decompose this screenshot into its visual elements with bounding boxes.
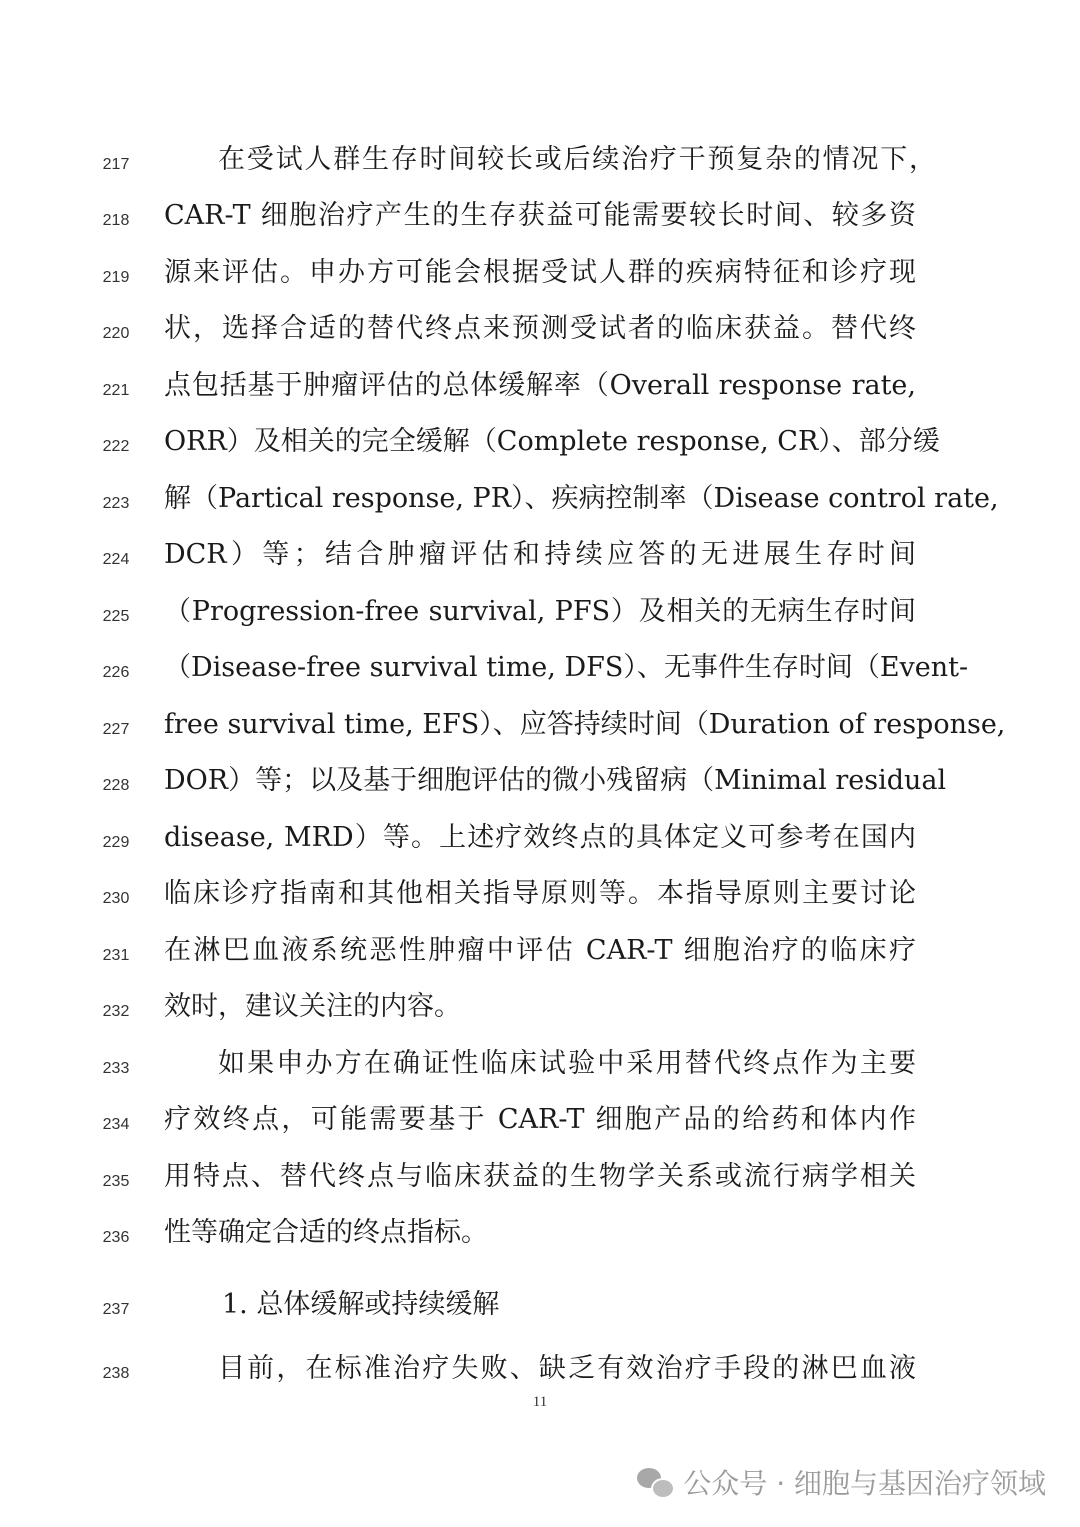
line-number: 227 — [102, 721, 130, 738]
section-heading: 1. 总体缓解或持续缓解 — [222, 1289, 500, 1320]
line-number: 231 — [102, 947, 130, 964]
line-text: 状，选择合适的替代终点来预测受试者的临床获益。替代终 — [164, 313, 916, 344]
text-line — [0, 933, 1080, 973]
line-text: 在受试人群生存时间较长或后续治疗干预复杂的情况下， — [218, 144, 936, 175]
line-number: 235 — [102, 1173, 130, 1190]
text-line — [0, 1102, 1080, 1142]
line-number: 228 — [102, 777, 130, 794]
text-line — [0, 763, 1080, 803]
line-number: 220 — [102, 325, 130, 342]
text-line — [0, 707, 1080, 747]
line-text: 效时，建议关注的内容。 — [164, 991, 461, 1022]
line-number: 226 — [102, 664, 130, 681]
text-line — [0, 142, 1080, 182]
text-line — [0, 594, 1080, 634]
text-line — [0, 650, 1080, 690]
line-number: 219 — [102, 269, 130, 286]
section-heading-line — [0, 1287, 1080, 1327]
line-text: 解（Partical response, PR）、疾病控制率（Disease control rate, — [164, 483, 999, 514]
line-text: CAR-T 细胞治疗产生的生存获益可能需要较长时间、较多资 — [164, 200, 916, 231]
line-number: 233 — [102, 1060, 130, 1077]
line-text: 在淋巴血液系统恶性肿瘤中评估 CAR-T 细胞治疗的临床疗 — [164, 935, 916, 966]
text-line — [0, 311, 1080, 351]
text-line — [0, 1046, 1080, 1086]
line-number: 218 — [102, 212, 130, 229]
line-text: 疗效终点，可能需要基于 CAR-T 细胞产品的给药和体内作 — [164, 1104, 916, 1135]
line-number: 230 — [102, 890, 130, 907]
line-number: 236 — [102, 1229, 130, 1246]
line-text: free survival time, EFS）、应答持续时间（Duration of response, — [164, 709, 1006, 740]
text-line — [0, 989, 1080, 1029]
line-text: 目前，在标准治疗失败、缺乏有效治疗手段的淋巴血液 — [218, 1353, 916, 1384]
line-text: 性等确定合适的终点指标。 — [164, 1217, 488, 1248]
line-text: 源来评估。申办方可能会根据受试人群的疾病特征和诊疗现 — [164, 257, 916, 288]
line-text: ORR）及相关的完全缓解（Complete response, CR）、部分缓 — [164, 426, 940, 457]
text-line — [0, 537, 1080, 577]
line-text: 用特点、替代终点与临床获益的生物学关系或流行病学相关 — [164, 1161, 916, 1192]
line-number: 225 — [102, 608, 130, 625]
line-number: 237 — [102, 1301, 130, 1318]
watermark-text: 公众号 · 细胞与基因治疗领域 — [683, 1467, 1046, 1500]
text-line — [0, 820, 1080, 860]
watermark — [637, 1462, 1046, 1502]
line-text: 如果申办方在确证性临床试验中采用替代终点作为主要 — [218, 1048, 916, 1079]
line-number: 232 — [102, 1003, 130, 1020]
line-number: 221 — [102, 382, 130, 399]
text-line — [0, 1351, 1080, 1391]
line-number: 223 — [102, 495, 130, 512]
line-text: 临床诊疗指南和其他相关指导原则等。本指导原则主要讨论 — [164, 878, 916, 909]
line-text: （Progression-free survival, PFS）及相关的无病生存时间 — [164, 596, 916, 627]
text-line — [0, 1215, 1080, 1255]
text-line — [0, 876, 1080, 916]
line-number: 229 — [102, 834, 130, 851]
line-number: 222 — [102, 438, 130, 455]
line-text: DCR）等；结合肿瘤评估和持续应答的无进展生存时间 — [164, 539, 916, 570]
line-text: （Disease-free survival time, DFS）、无事件生存时间（Event- — [164, 652, 969, 683]
text-line — [0, 1159, 1080, 1199]
line-number: 224 — [102, 551, 130, 568]
text-line — [0, 424, 1080, 464]
line-text: DOR）等；以及基于细胞评估的微小残留病（Minimal residual — [164, 765, 947, 796]
text-line — [0, 198, 1080, 238]
text-line — [0, 481, 1080, 521]
text-line — [0, 255, 1080, 295]
line-number: 217 — [102, 156, 130, 173]
text-line — [0, 368, 1080, 408]
line-text: 点包括基于肿瘤评估的总体缓解率（Overall response rate, — [164, 370, 916, 401]
line-number: 238 — [102, 1365, 130, 1382]
page-number: 11 — [532, 1394, 548, 1410]
line-text: disease, MRD）等。上述疗效终点的具体定义可参考在国内 — [164, 822, 916, 853]
line-number: 234 — [102, 1116, 130, 1133]
wechat-icon — [637, 1466, 673, 1498]
